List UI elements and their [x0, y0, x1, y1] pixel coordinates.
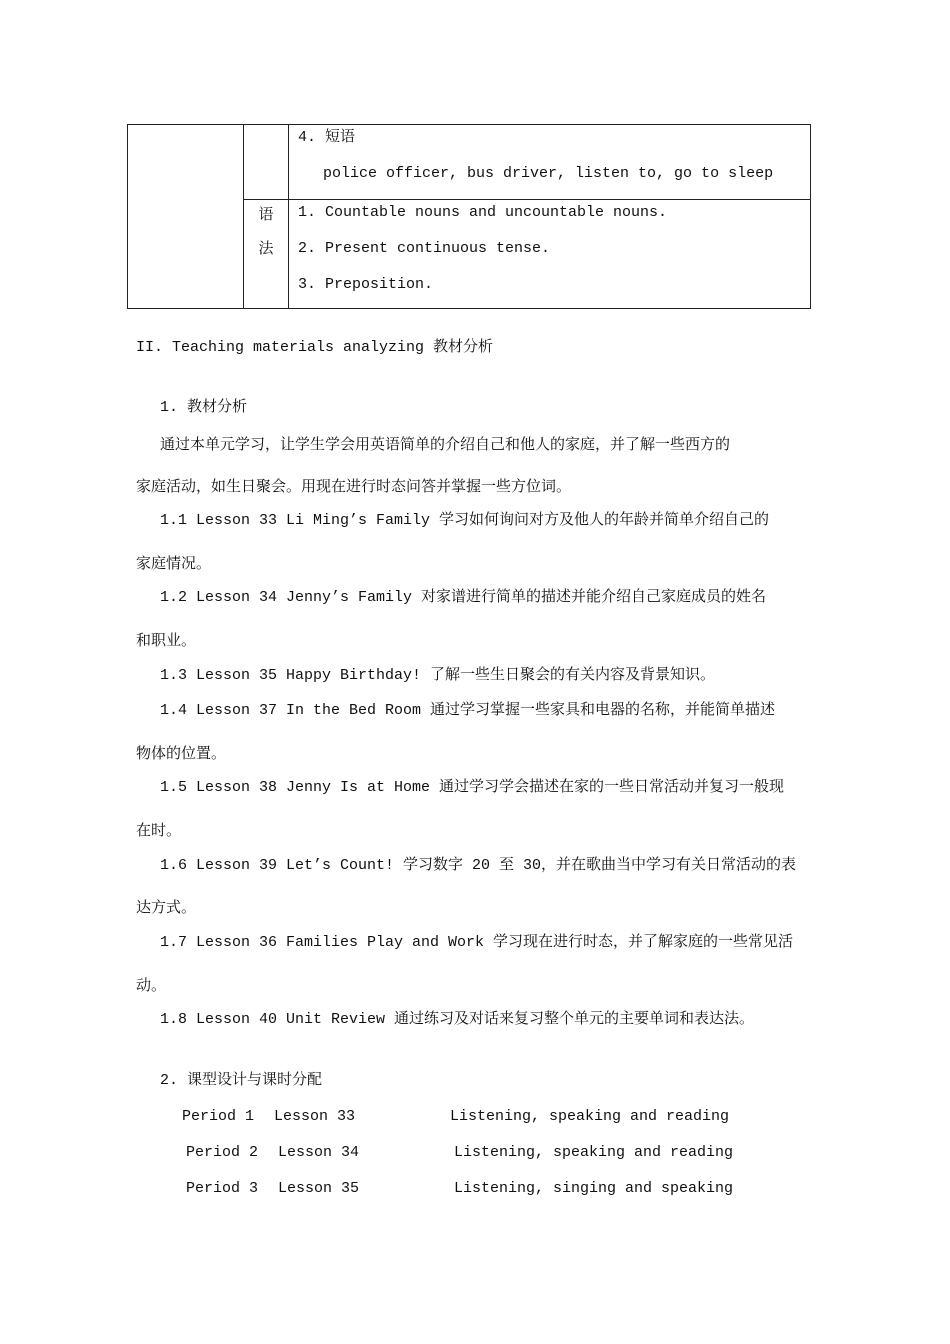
phrases-item: 4. 短语 — [298, 129, 356, 146]
lesson-line: 1.6 Lesson 39 Let’s Count! 学习数字 20 至 30，并在歌曲当中学习有关日常活动的表 — [160, 857, 797, 874]
lesson-line: 1.2 Lesson 34 Jenny’s Family 对家谱进行简单的描述并能介绍自己家庭成员的姓名 — [160, 589, 767, 606]
grammar-label-char: 法 — [258, 239, 274, 257]
schedule-period: Period 1 — [182, 1108, 255, 1125]
section-heading: II. Teaching materials analyzing 教材分析 — [136, 339, 494, 356]
lesson-line: 达方式。 — [136, 898, 197, 916]
lesson-line: 1.3 Lesson 35 Happy Birthday! 了解一些生日聚会的有关内容及背景知识。 — [160, 667, 716, 684]
schedule-activity: Listening, speaking and reading — [450, 1108, 730, 1125]
lesson-line: 在时。 — [136, 821, 182, 839]
lesson-line: 物体的位置。 — [136, 744, 227, 762]
intro-line: 家庭活动，如生日聚会。用现在进行时态问答并掌握一些方位词。 — [136, 477, 572, 495]
schedule-lesson: Lesson 34 — [278, 1144, 360, 1161]
schedule-subheading: 2. 课型设计与课时分配 — [160, 1072, 323, 1089]
schedule-period: Period 3 — [186, 1180, 259, 1197]
grammar-item: 2. Present continuous tense. — [298, 240, 551, 257]
schedule-activity: Listening, speaking and reading — [454, 1144, 734, 1161]
grammar-item: 3. Preposition. — [298, 276, 434, 293]
table-label-cell — [244, 125, 289, 200]
phrases-text: police officer, bus driver, listen to, go to sleep — [323, 165, 774, 182]
grammar-item: 1. Countable nouns and uncountable nouns. — [298, 204, 668, 221]
grammar-content-cell — [289, 200, 811, 309]
lesson-line: 家庭情况。 — [136, 554, 212, 572]
lesson-line: 1.5 Lesson 38 Jenny Is at Home 通过学习学会描述在家的一些日常活动并复习一般现 — [160, 779, 785, 796]
lesson-line: 和职业。 — [136, 631, 197, 649]
lesson-line: 1.1 Lesson 33 Li Ming’s Family 学习如何询问对方及他人的年龄并简单介绍自己的 — [160, 512, 770, 529]
table-empty-cell — [128, 125, 244, 309]
grammar-label-char: 语 — [258, 205, 274, 223]
grammar-label-cell — [244, 200, 289, 309]
lesson-line: 1.7 Lesson 36 Families Play and Work 学习现在进行时态，并了解家庭的一些常见活 — [160, 934, 794, 951]
table-content-cell — [289, 125, 811, 200]
lesson-line: 1.4 Lesson 37 In the Bed Room 通过学习掌握一些家具和电器的名称，并能简单描述 — [160, 702, 776, 719]
schedule-lesson: Lesson 33 — [274, 1108, 356, 1125]
lesson-line: 1.8 Lesson 40 Unit Review 通过练习及对话来复习整个单元的主要单词和表达法。 — [160, 1011, 755, 1028]
analysis-subheading: 1. 教材分析 — [160, 399, 248, 416]
schedule-lesson: Lesson 35 — [278, 1180, 360, 1197]
schedule-activity: Listening, singing and speaking — [454, 1180, 734, 1197]
intro-line: 通过本单元学习，让学生学会用英语简单的介绍自己和他人的家庭，并了解一些西方的 — [160, 435, 731, 453]
schedule-period: Period 2 — [186, 1144, 259, 1161]
syllabus-table — [127, 124, 811, 309]
lesson-line: 动。 — [136, 976, 167, 994]
table-row-phrases — [128, 125, 811, 200]
